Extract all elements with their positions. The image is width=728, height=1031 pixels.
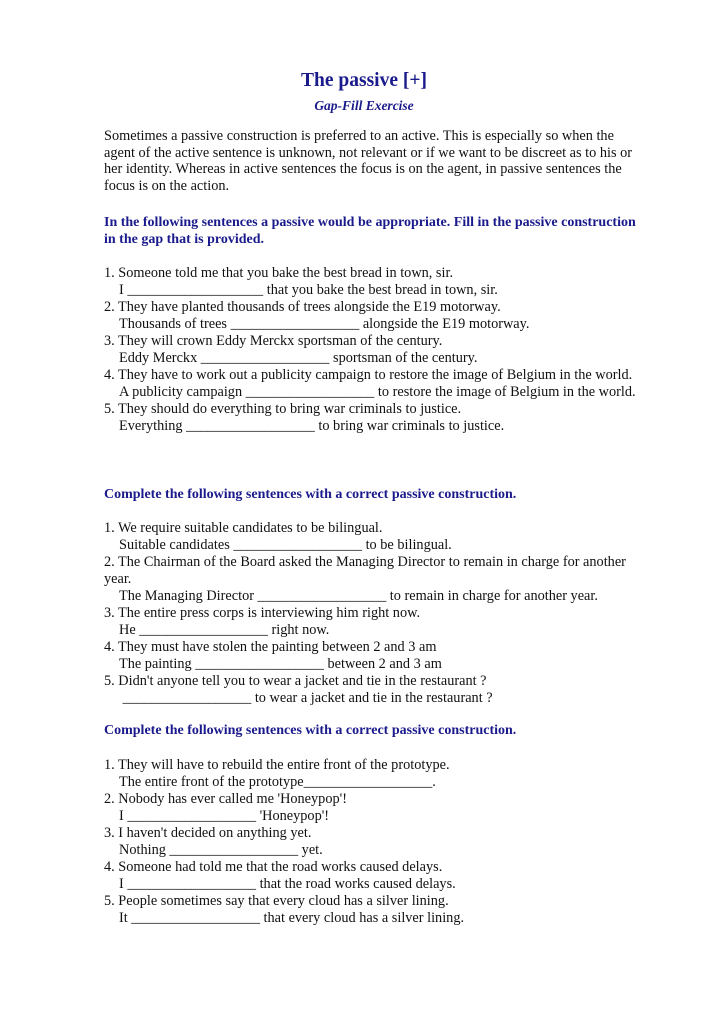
section-2-instruction: Complete the following sentences with a correct passive construction. [104,487,517,502]
exercise-gap-line: The painting __________________ between 2 and 3 am [119,656,442,672]
exercise-gap-line: I ___________________ that you bake the best bread in town, sir. [119,282,498,298]
exercise-sentence: 1. They will have to rebuild the entire front of the prototype. [104,757,450,773]
exercise-gap-line: It __________________ that every cloud has a silver lining. [119,910,465,926]
exercise-sentence: 3. They will crown Eddy Merckx sportsman of the century. [104,333,443,349]
exercise-sentence: 4. They must have stolen the painting between 2 and 3 am [104,639,437,655]
exercise-sentence: 5. They should do everything to bring war criminals to justice. [104,401,462,417]
page-title: The passive [+] [301,70,427,91]
exercise-gap-line: Thousands of trees __________________ alongside the E19 motorway. [119,316,530,332]
section-1-exercises [104,265,644,435]
exercise-sentence: 5. People sometimes say that every cloud has a silver lining. [104,893,449,909]
exercise-gap-line: __________________ to wear a jacket and tie in the restaurant ? [119,690,493,706]
exercise-gap-line: I __________________ 'Honeypop'! [119,808,330,824]
exercise-sentence: 2. The Chairman of the Board asked the Managing Director to remain in charge for another year. [104,554,630,587]
exercise-gap-line: A publicity campaign __________________ to restore the image of Belgium in the world. [119,384,636,400]
exercise-sentence: 3. The entire press corps is interviewing him right now. [104,605,421,621]
exercise-sentence: 1. Someone told me that you bake the best bread in town, sir. [104,265,454,281]
exercise-gap-line: Nothing __________________ yet. [119,842,323,858]
exercise-sentence: 2. Nobody has ever called me 'Honeypop'! [104,791,347,807]
exercise-sentence: 1. We require suitable candidates to be bilingual. [104,520,383,536]
section-3-instruction: Complete the following sentences with a correct passive construction. [104,723,517,738]
page-subtitle: Gap-Fill Exercise [314,98,414,113]
exercise-sentence: 4. They have to work out a publicity campaign to restore the image of Belgium in the world. [104,367,633,383]
exercise-sentence: 3. I haven't decided on anything yet. [104,825,312,841]
exercise-sentence: 2. They have planted thousands of trees alongside the E19 motorway. [104,299,501,315]
exercise-gap-line: He __________________ right now. [119,622,330,638]
exercise-gap-line: The Managing Director __________________ to remain in charge for another year. [119,588,598,604]
exercise-sentence: 5. Didn't anyone tell you to wear a jacket and tie in the restaurant ? [104,673,487,689]
exercise-gap-line: Eddy Merckx __________________ sportsman of the century. [119,350,478,366]
exercise-gap-line: I __________________ that the road works caused delays. [119,876,456,892]
section-3-exercises [104,757,644,927]
section-1-instruction: In the following sentences a passive would be appropriate. Fill in the passive construction in the gap that is provided. [104,215,636,247]
exercise-sentence: 4. Someone had told me that the road works caused delays. [104,859,443,875]
exercise-gap-line: Everything __________________ to bring war criminals to justice. [119,418,505,434]
exercise-gap-line: The entire front of the prototype__________________. [119,774,436,790]
exercise-gap-line: Suitable candidates __________________ to be bilingual. [119,537,452,553]
intro-paragraph: Sometimes a passive construction is preferred to an active. This is especially so when the agent of the active sentence is unknown, not relevant or if we want to be discreet as to his or her identity. Whereas in active sentences the focus is on the agent, in passive sentences the focus is on the action. [104,128,633,195]
section-2-exercises [104,520,644,707]
